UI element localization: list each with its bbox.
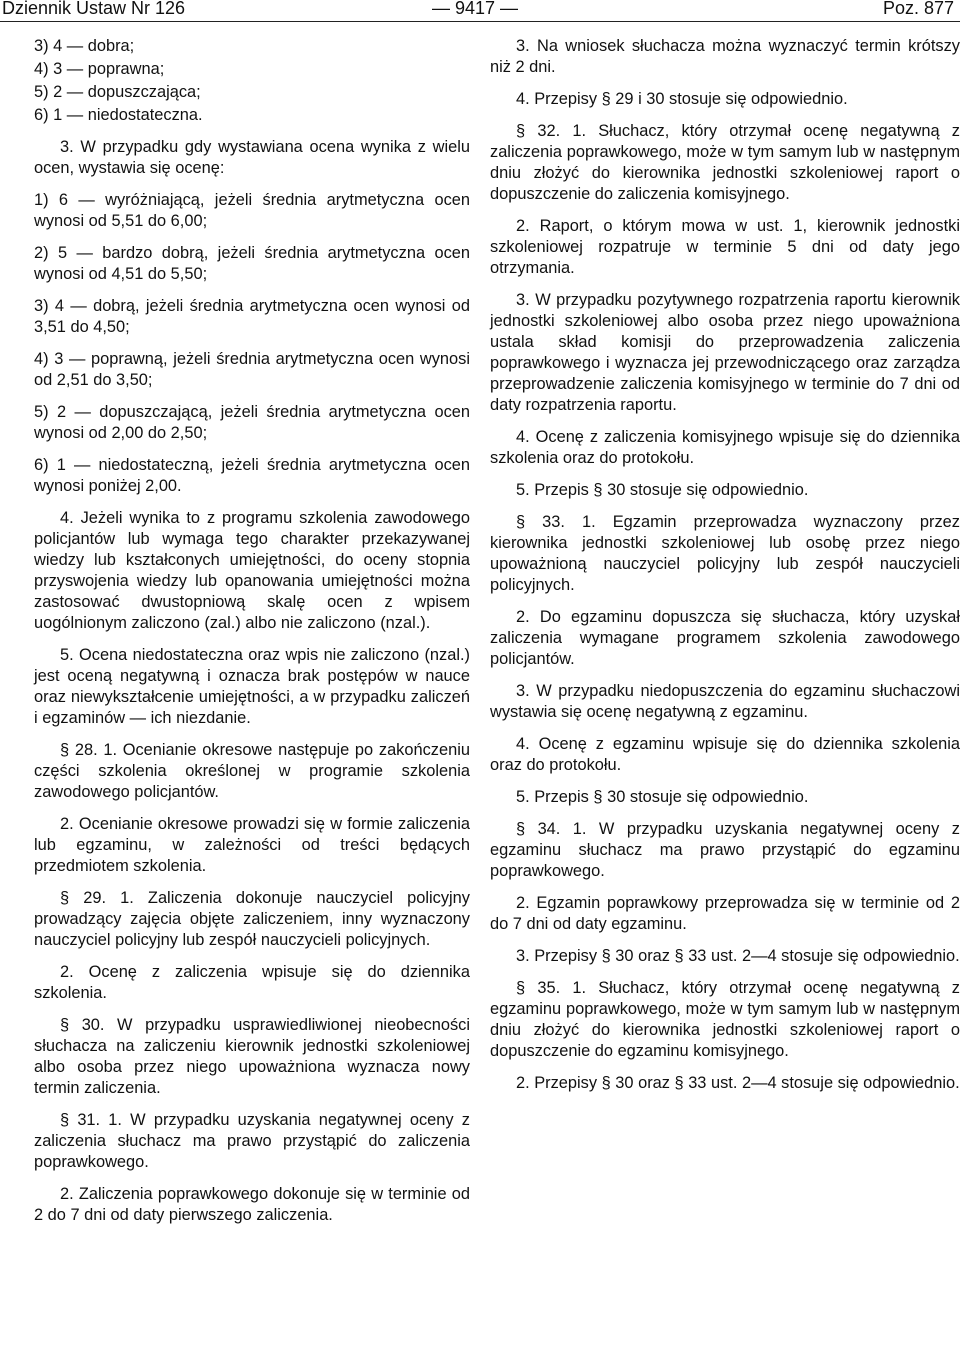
grade-item: 4) 3 — poprawna; <box>34 60 165 78</box>
paragraph: 2. Do egzaminu dopuszcza się słuchacza, który uzyskał zaliczenia wymagane programem szkolenia zawodowego policjantów. <box>490 608 960 668</box>
paragraph: 3. W przypadku pozytywnego rozpatrzenia raportu kierownik jednostki szkoleniowej albo osoba przez niego upoważniona ustala skład komisji do przeprowadzenia zaliczenia poprawkowego i wyznacza jej przewodniczącego oraz zarządza przeprowadzenie zaliczenia komisyjnego w terminie do 7 dni od daty rozpatrzenia raportu. <box>490 291 960 414</box>
section-34: § 34. 1. W przypadku uzyskania negatywnej oceny z egzaminu słuchacz ma prawo przystąpić do egzaminu poprawkowego. <box>490 820 960 880</box>
grade-item: 5) 2 — dopuszczająca; <box>34 83 201 101</box>
paragraph: 2. Egzamin poprawkowy przeprowadza się w terminie od 2 do 7 dni od daty egzaminu. <box>490 894 960 933</box>
average-item: 6) 1 — niedostateczną, jeżeli średnia arytmetyczna ocen wynosi poniżej 2,00. <box>34 456 470 495</box>
paragraph: 4. Ocenę z zaliczenia komisyjnego wpisuje się do dziennika szkolenia oraz do protokołu. <box>490 428 960 467</box>
journal-title: Dziennik Ustaw Nr 126 <box>2 0 186 18</box>
average-item: 2) 5 — bardzo dobrą, jeżeli średnia arytmetyczna ocen wynosi od 4,51 do 5,50; <box>34 244 470 283</box>
right-column <box>490 36 960 1105</box>
header-rule <box>0 21 960 22</box>
section-33: § 33. 1. Egzamin przeprowadza wyznaczony przez kierownika jednostki szkoleniowej lub osobę przez niego upoważnioną nauczyciel policyjny lub zespół nauczycieli policyjnych. <box>490 513 960 594</box>
paragraph: 5. Ocena niedostateczna oraz wpis nie zaliczono (nzal.) jest oceną negatywną i oznacza brak postępów w nauce oraz niewykształcenie umiejętności, a w przypadku zaliczeń i egzaminów — ich niezdanie. <box>34 646 470 727</box>
paragraph: 5. Przepis § 30 stosuje się odpowiednio. <box>516 481 809 499</box>
section-31: § 31. 1. W przypadku uzyskania negatywnej oceny z zaliczenia słuchacz ma prawo przystąpić do zaliczenia poprawkowego. <box>34 1111 470 1171</box>
average-item: 5) 2 — dopuszczającą, jeżeli średnia arytmetyczna ocen wynosi od 2,00 do 2,50; <box>34 403 470 442</box>
section-35: § 35. 1. Słuchacz, który otrzymał ocenę negatywną z egzaminu poprawkowego, może w tym samym lub w następnym dniu złożyć do kierownika jednostki szkoleniowej raport o dopuszczenie do egzaminu komisyjnego. <box>490 979 960 1060</box>
section-29: § 29. 1. Zaliczenia dokonuje nauczyciel policyjny prowadzący zajęcia objęte zaliczeniem, inny wyznaczony nauczyciel policyjny lub zespół nauczycieli policyjnych. <box>34 889 470 949</box>
paragraph: 3. Na wniosek słuchacza można wyznaczyć termin krótszy niż 2 dni. <box>490 37 960 76</box>
section-30: § 30. W przypadku usprawiedliwionej nieobecności słuchacza na zaliczeniu kierownik jednostki szkoleniowej albo osoba przez niego upoważniona wyznacza nowy termin zaliczenia. <box>34 1016 470 1097</box>
paragraph: 2. Ocenę z zaliczenia wpisuje się do dziennika szkolenia. <box>34 963 470 1002</box>
grade-item: 3) 4 — dobra; <box>34 37 135 55</box>
section-28: § 28. 1. Ocenianie okresowe następuje po zakończeniu części szkolenia określonej w programie szkolenia zawodowego policjantów. <box>34 741 470 801</box>
left-column <box>34 36 470 1237</box>
section-32: § 32. 1. Słuchacz, który otrzymał ocenę negatywną z zaliczenia poprawkowego, może w tym samym lub w następnym dniu złożyć do kierownika jednostki szkoleniowej raport o dopuszczenie do zaliczenia komisyjnego. <box>490 122 960 203</box>
paragraph: 5. Przepis § 30 stosuje się odpowiednio. <box>516 788 809 806</box>
paragraph: 4. Ocenę z egzaminu wpisuje się do dziennika szkolenia oraz do protokołu. <box>490 735 960 774</box>
paragraph: 3. W przypadku niedopuszczenia do egzaminu słuchaczowi wystawia się ocenę negatywną z egzaminu. <box>490 682 960 721</box>
paragraph: 4. Przepisy § 29 i 30 stosuje się odpowiednio. <box>516 90 848 108</box>
paragraph: 2. Przepisy § 30 oraz § 33 ust. 2—4 stosuje się odpowiednio. <box>516 1074 960 1092</box>
paragraph: 3. W przypadku gdy wystawiana ocena wynika z wielu ocen, wystawia się ocenę: <box>34 138 470 177</box>
average-item: 1) 6 — wyróżniającą, jeżeli średnia arytmetyczna ocen wynosi od 5,51 do 6,00; <box>34 191 470 230</box>
page-number: — 9417 — <box>432 0 519 18</box>
page-header <box>0 0 960 22</box>
paragraph: 2. Ocenianie okresowe prowadzi się w formie zaliczenia lub egzaminu, w zależności od treści będących przedmiotem szkolenia. <box>34 815 470 875</box>
position-number: Poz. 877 <box>882 0 954 18</box>
average-item: 3) 4 — dobrą, jeżeli średnia arytmetyczna ocen wynosi od 3,51 do 4,50; <box>34 297 470 336</box>
paragraph: 3. Przepisy § 30 oraz § 33 ust. 2—4 stosuje się odpowiednio. <box>516 947 960 965</box>
paragraph: 2. Raport, o którym mowa w ust. 1, kierownik jednostki szkoleniowej rozpatruje w terminie 5 dni od daty jego otrzymania. <box>490 217 960 277</box>
average-item: 4) 3 — poprawną, jeżeli średnia arytmetyczna ocen wynosi od 2,51 do 3,50; <box>34 350 470 389</box>
grade-item: 6) 1 — niedostateczna. <box>34 106 203 124</box>
paragraph: 2. Zaliczenia poprawkowego dokonuje się w terminie od 2 do 7 dni od daty pierwszego zaliczenia. <box>34 1185 470 1224</box>
paragraph: 4. Jeżeli wynika to z programu szkolenia zawodowego policjantów lub wymaga tego charakter przekazywanej wiedzy lub kształconych umiejętności, do oceny stopnia przyswojenia wiedzy lub opanowania umiejętności można zastosować dwustopniową skalę ocen z wpisem uogólnionym zaliczono (zal.) albo nie zaliczono (nzal.). <box>34 509 470 632</box>
